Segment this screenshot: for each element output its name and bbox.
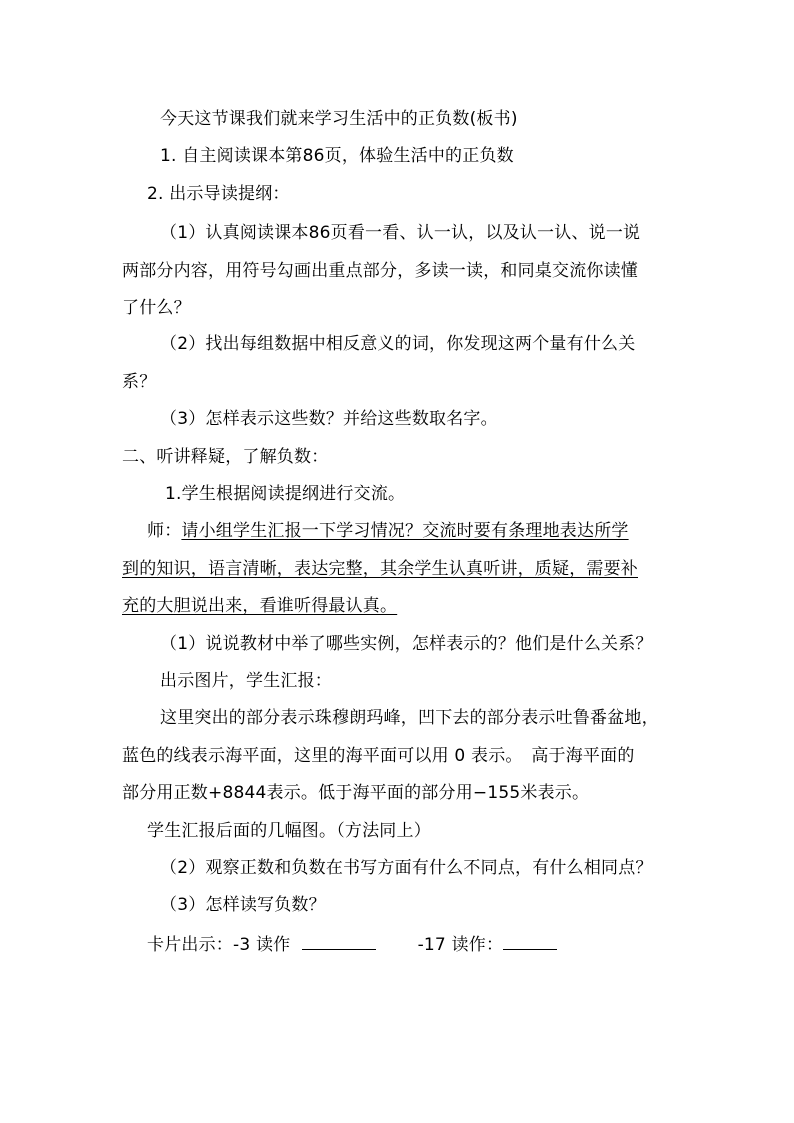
card-exercise-line (147, 931, 557, 956)
sub-step-1: 1.学生根据阅读提纲进行交流。 (165, 484, 406, 504)
intro-line: 今天这节课我们就来学习生活中的正负数(板书) (160, 109, 518, 129)
question-2-line-1: （2）找出每组数据中相反意义的词，你发现这两个量有什么关 (160, 334, 636, 354)
question-2-line-2: 系？ (122, 372, 157, 392)
answer-blank-2[interactable] (503, 931, 557, 950)
paragraph-6: （3）怎样读写负数？ (160, 895, 326, 915)
paragraph-5: （2）观察正数和负数在书写方面有什么不同点，有什么相同点？ (160, 858, 653, 878)
question-1-line-1: （1）认真阅读课本86页看一看、认一认，以及认一认、说一说 (160, 223, 641, 243)
paragraph-3-line-2: 蓝色的线表示海平面，这里的海平面可以用 0 表示。 高于海平面的 (122, 746, 635, 766)
teacher-prefix: 师： (147, 521, 182, 541)
paragraph-1: （1）说说教材中举了哪些实例，怎样表示的？他们是什么关系？ (160, 634, 653, 654)
question-1-line-3: 了什么？ (122, 298, 191, 318)
teacher-line-1 (147, 520, 629, 542)
section-2-heading: 二、听讲释疑，了解负数： (122, 447, 329, 467)
card-label-1: 卡片出示：-3 读作 (147, 935, 291, 955)
question-1-line-2: 两部分内容，用符号勾画出重点部分，多读一读，和同桌交流你读懂 (122, 261, 638, 281)
paragraph-4: 学生汇报后面的几幅图。（方法同上） (147, 821, 431, 841)
teacher-instruction-3: 充的大胆说出来，看谁听得最认真。 (122, 596, 398, 616)
teacher-instruction-2: 到的知识，语言清晰，表达完整，其余学生认真听讲，质疑，需要补 (122, 559, 638, 579)
paragraph-3-line-3: 部分用正数+8844表示。低于海平面的部分用−155米表示。 (122, 783, 590, 803)
answer-blank-1[interactable] (302, 931, 376, 950)
card-label-2: -17 读作： (417, 935, 504, 955)
question-3: （3）怎样表示这些数？并给这些数取名字。 (160, 409, 498, 429)
paragraph-2: 出示图片，学生汇报： (160, 671, 332, 691)
step-1: 1. 自主阅读课本第86页，体验生活中的正负数 (160, 146, 514, 166)
step-2: 2. 出示导读提纲： (147, 184, 290, 204)
paragraph-3-line-1: 这里突出的部分表示珠穆朗玛峰，凹下去的部分表示吐鲁番盆地， (160, 708, 659, 728)
teacher-instruction-1: 请小组学生汇报一下学习情况？交流时要有条理地表达所学 (181, 521, 629, 541)
